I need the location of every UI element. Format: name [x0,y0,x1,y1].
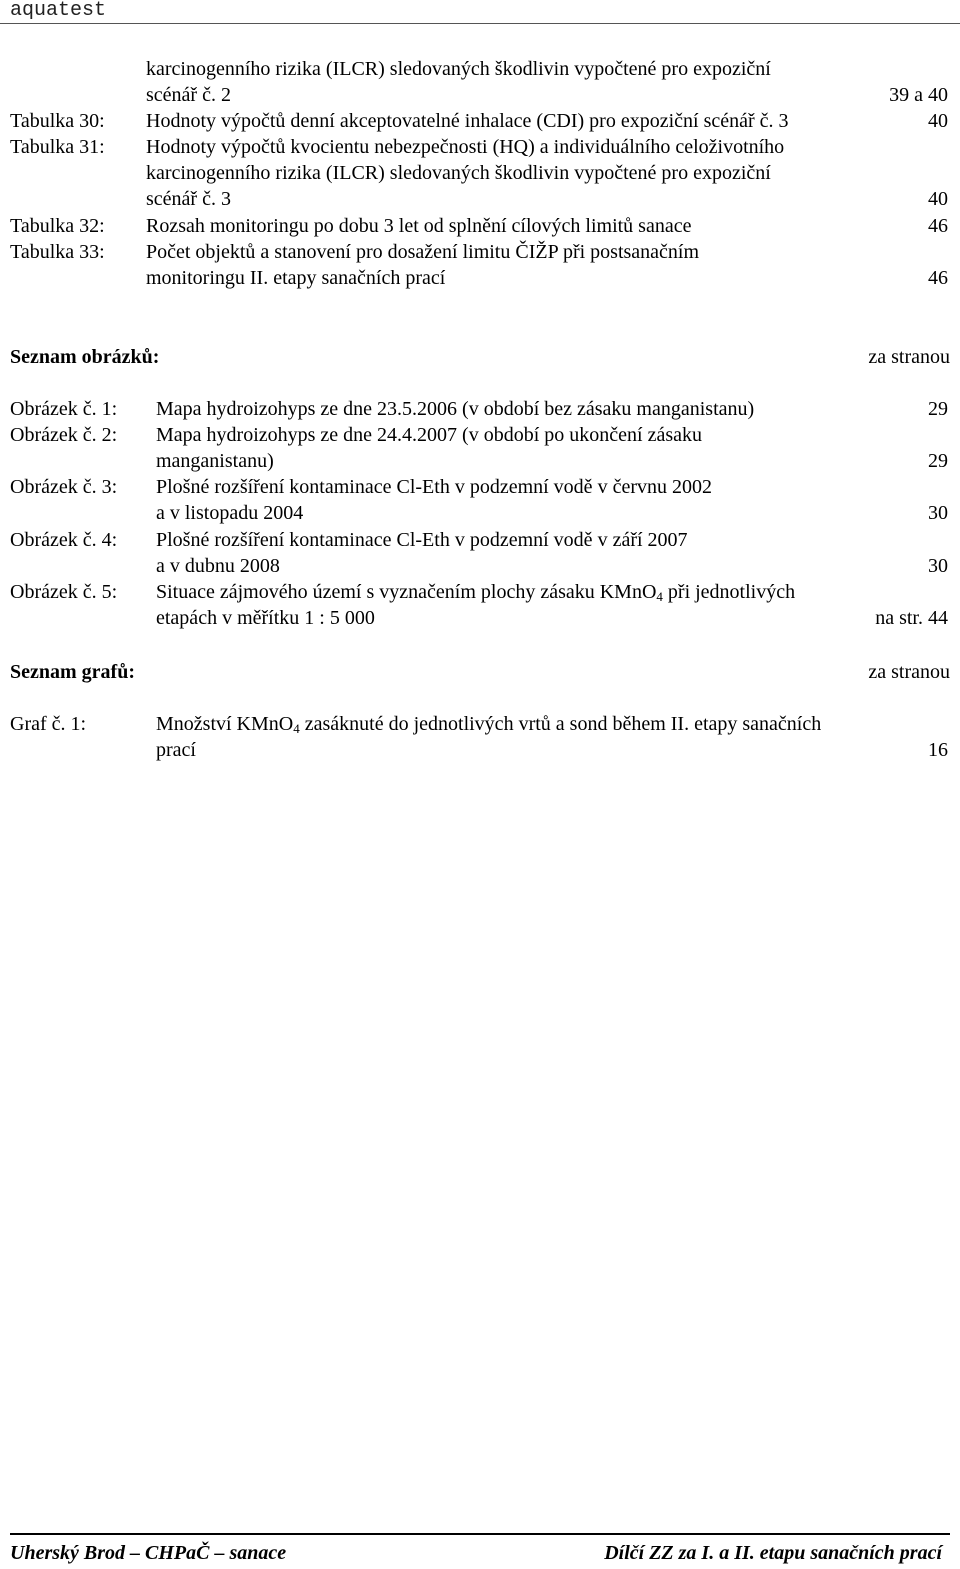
graph-1-line-1-text-b: zasáknuté do jednotlivých vrtů a sond během II. etapy sanačních [299,713,822,735]
table-31-line-3: scénář č. 3 [146,188,231,210]
figure-2-line-1: Mapa hydroizohyps ze dne 24.4.2007 (v období po ukončení zásaku [156,424,702,446]
figures-heading: Seznam obrázků: [10,346,160,368]
figure-2-page: 29 [928,450,948,472]
figure-2-label: Obrázek č. 2: [10,424,118,446]
figure-5-line-2: etapách v měřítku 1 : 5 000 [156,607,375,629]
graph-1-line-1-text-a: Množství KMnO [156,713,294,735]
table-33-page: 46 [928,267,948,289]
figure-5-line-1-text-b: při jednotlivých [662,581,796,603]
table-31-page: 40 [928,188,948,210]
table-29-page: 39 a 40 [889,84,948,106]
graph-1-subscript: 4 [293,721,300,736]
figure-5-line-1 [156,580,795,604]
table-31-line-2: karcinogenního rizika (ILCR) sledovaných škodlivin vypočtené pro expoziční [146,162,771,184]
figure-2-line-2: manganistanu) [156,450,274,472]
table-33-label: Tabulka 33: [10,241,105,263]
figure-5-label: Obrázek č. 5: [10,581,118,603]
table-31-line-1: Hodnoty výpočtů kvocientu nebezpečnosti (HQ) a individuálního celoživotního [146,136,785,158]
footer-left-text: Uherský Brod – CHPaČ – sanace [10,1542,287,1564]
graphs-page-column-label: za stranou [868,661,950,683]
table-33-line-2: monitoringu II. etapy sanačních prací [146,267,446,289]
table-29-line-1: karcinogenního rizika (ILCR) sledovaných škodlivin vypočtené pro expoziční [146,58,771,80]
figure-3-label: Obrázek č. 3: [10,476,118,498]
graph-1-line-1 [156,712,821,736]
figure-4-page: 30 [928,555,948,577]
figure-5-line-1-text-a: Situace zájmového území s vyznačením plochy zásaku KMnO [156,581,657,603]
figure-3-page: 30 [928,502,948,524]
figure-4-line-1: Plošné rozšíření kontaminace Cl-Eth v podzemní vodě v září 2007 [156,529,688,551]
app-header [0,0,960,24]
table-30-label: Tabulka 30: [10,110,105,132]
table-33-line-1: Počet objektů a stanovení pro dosažení limitu ČIŽP při postsanačním [146,241,700,263]
figure-3-line-1: Plošné rozšíření kontaminace Cl-Eth v podzemní vodě v červnu 2002 [156,476,712,498]
graph-1-label: Graf č. 1: [10,713,87,735]
page-footer [0,1530,960,1569]
footer-divider [10,1533,950,1535]
figure-1-page: 29 [928,398,948,420]
figure-1-line-1: Mapa hydroizohyps ze dne 23.5.2006 (v období bez zásaku manganistanu) [156,398,755,420]
header-divider [0,23,960,24]
graph-1-page: 16 [928,739,948,761]
figure-5-subscript: 4 [656,589,663,604]
graph-1-line-2: prací [156,739,196,761]
figure-1-label: Obrázek č. 1: [10,398,118,420]
footer-right-text: Dílčí ZZ za I. a II. etapu sanačních prací [604,1542,942,1564]
app-title: aquatest [10,0,107,22]
figure-5-page: na str. 44 [875,607,948,629]
figures-page-column-label: za stranou [868,346,950,368]
table-32-line-1: Rozsah monitoringu po dobu 3 let od splnění cílových limitů sanace [146,215,692,237]
table-31-label: Tabulka 31: [10,136,105,158]
figure-4-label: Obrázek č. 4: [10,529,118,551]
table-30-line-1: Hodnoty výpočtů denní akceptovatelné inhalace (CDI) pro expoziční scénář č. 3 [146,110,789,132]
figure-4-line-2: a v dubnu 2008 [156,555,280,577]
figure-3-line-2: a v listopadu 2004 [156,502,304,524]
table-32-label: Tabulka 32: [10,215,105,237]
table-32-page: 46 [928,215,948,237]
table-30-page: 40 [928,110,948,132]
table-29-line-2: scénář č. 2 [146,84,231,106]
graphs-heading: Seznam grafů: [10,661,135,683]
